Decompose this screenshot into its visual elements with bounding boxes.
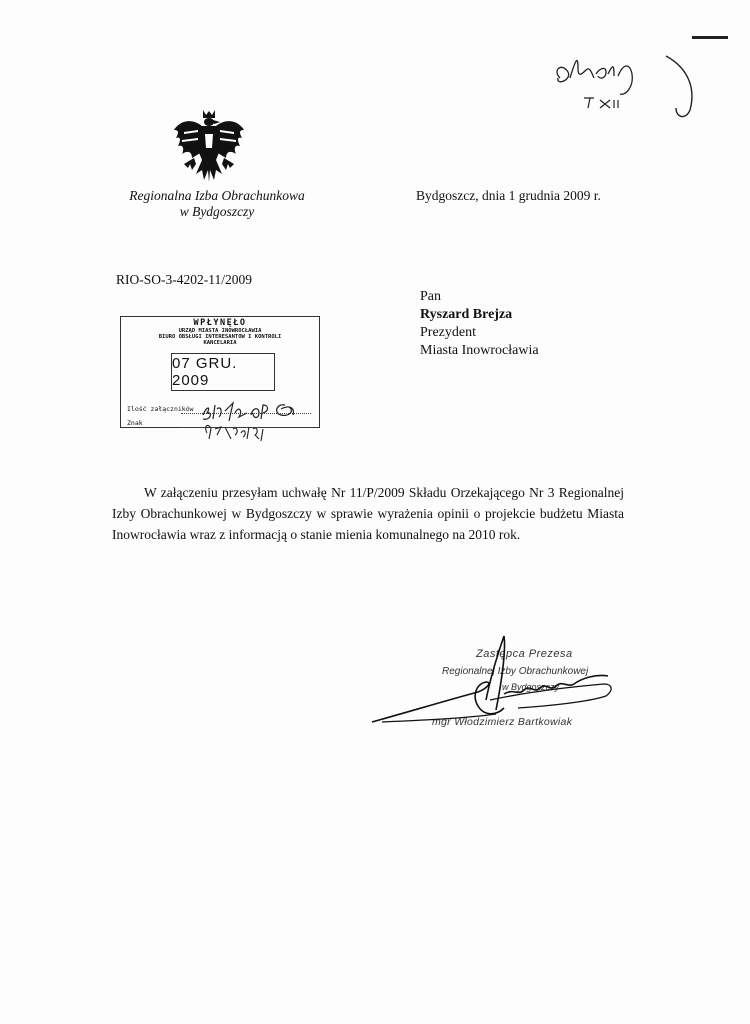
institution-line-1: Regionalna Izba Obrachunkowa (129, 188, 305, 203)
recipient-name: Ryszard Brejza (420, 307, 513, 322)
scan-mark (692, 36, 728, 39)
signature-name: mgr Włodzimierz Bartkowiak (432, 716, 573, 728)
stamp-office (125, 328, 315, 346)
recipient-city: Miasta Inowrocławia (420, 343, 539, 358)
stamp-office-line-1: URZĄD MIASTA INOWROCŁAWIA (178, 328, 262, 334)
recipient-salutation: Pan (420, 289, 441, 304)
stamp-field-attachments: Ilość załączników (127, 405, 194, 413)
stamp-handwritten-registration (199, 399, 319, 449)
handwritten-note (548, 48, 708, 128)
signature-role-line-3: w Bydgoszczy (502, 682, 560, 692)
polish-eagle-emblem-icon (172, 108, 246, 186)
place-and-date: Bydgoszcz, dnia 1 grudnia 2009 r. (416, 188, 601, 203)
letter-body: W załączeniu przesyłam uchwałę Nr 11/P/2009 Składu Orzekającego Nr 3 Regionalnej Izby Obrachunkowej w Bydgoszczy w sprawie wyrażenia opinii o projekcie budżetu Miasta Inowrocławia wraz z informacją o stanie mienia komunalnego na 2010 rok. (112, 485, 624, 542)
handwritten-signature (368, 630, 628, 740)
reference-number: RIO-SO-3-4202-11/2009 (116, 272, 252, 287)
signature-role-line-1: Zastępca Prezesa (476, 648, 573, 660)
stamp-office-line-2: BIURO OBSŁUGI INTERESANTÓW I KONTROLI (158, 334, 282, 340)
stamp-field-sign: Znak (127, 419, 143, 427)
institution-name (112, 188, 322, 220)
institution-line-2: w Bydgoszczy (179, 204, 255, 219)
signature-role-line-2: Regionalnej Izby Obrachunkowej (442, 666, 589, 677)
received-stamp (120, 316, 320, 428)
stamp-office-line-3: KANCELARIA (203, 340, 237, 346)
recipient-title: Prezydent (420, 325, 476, 340)
recipient-address (420, 288, 539, 360)
stamp-date: 07 GRU. 2009 (171, 353, 275, 391)
signature-block (368, 630, 628, 740)
stamp-title: WPŁYNĘŁO (193, 318, 247, 328)
